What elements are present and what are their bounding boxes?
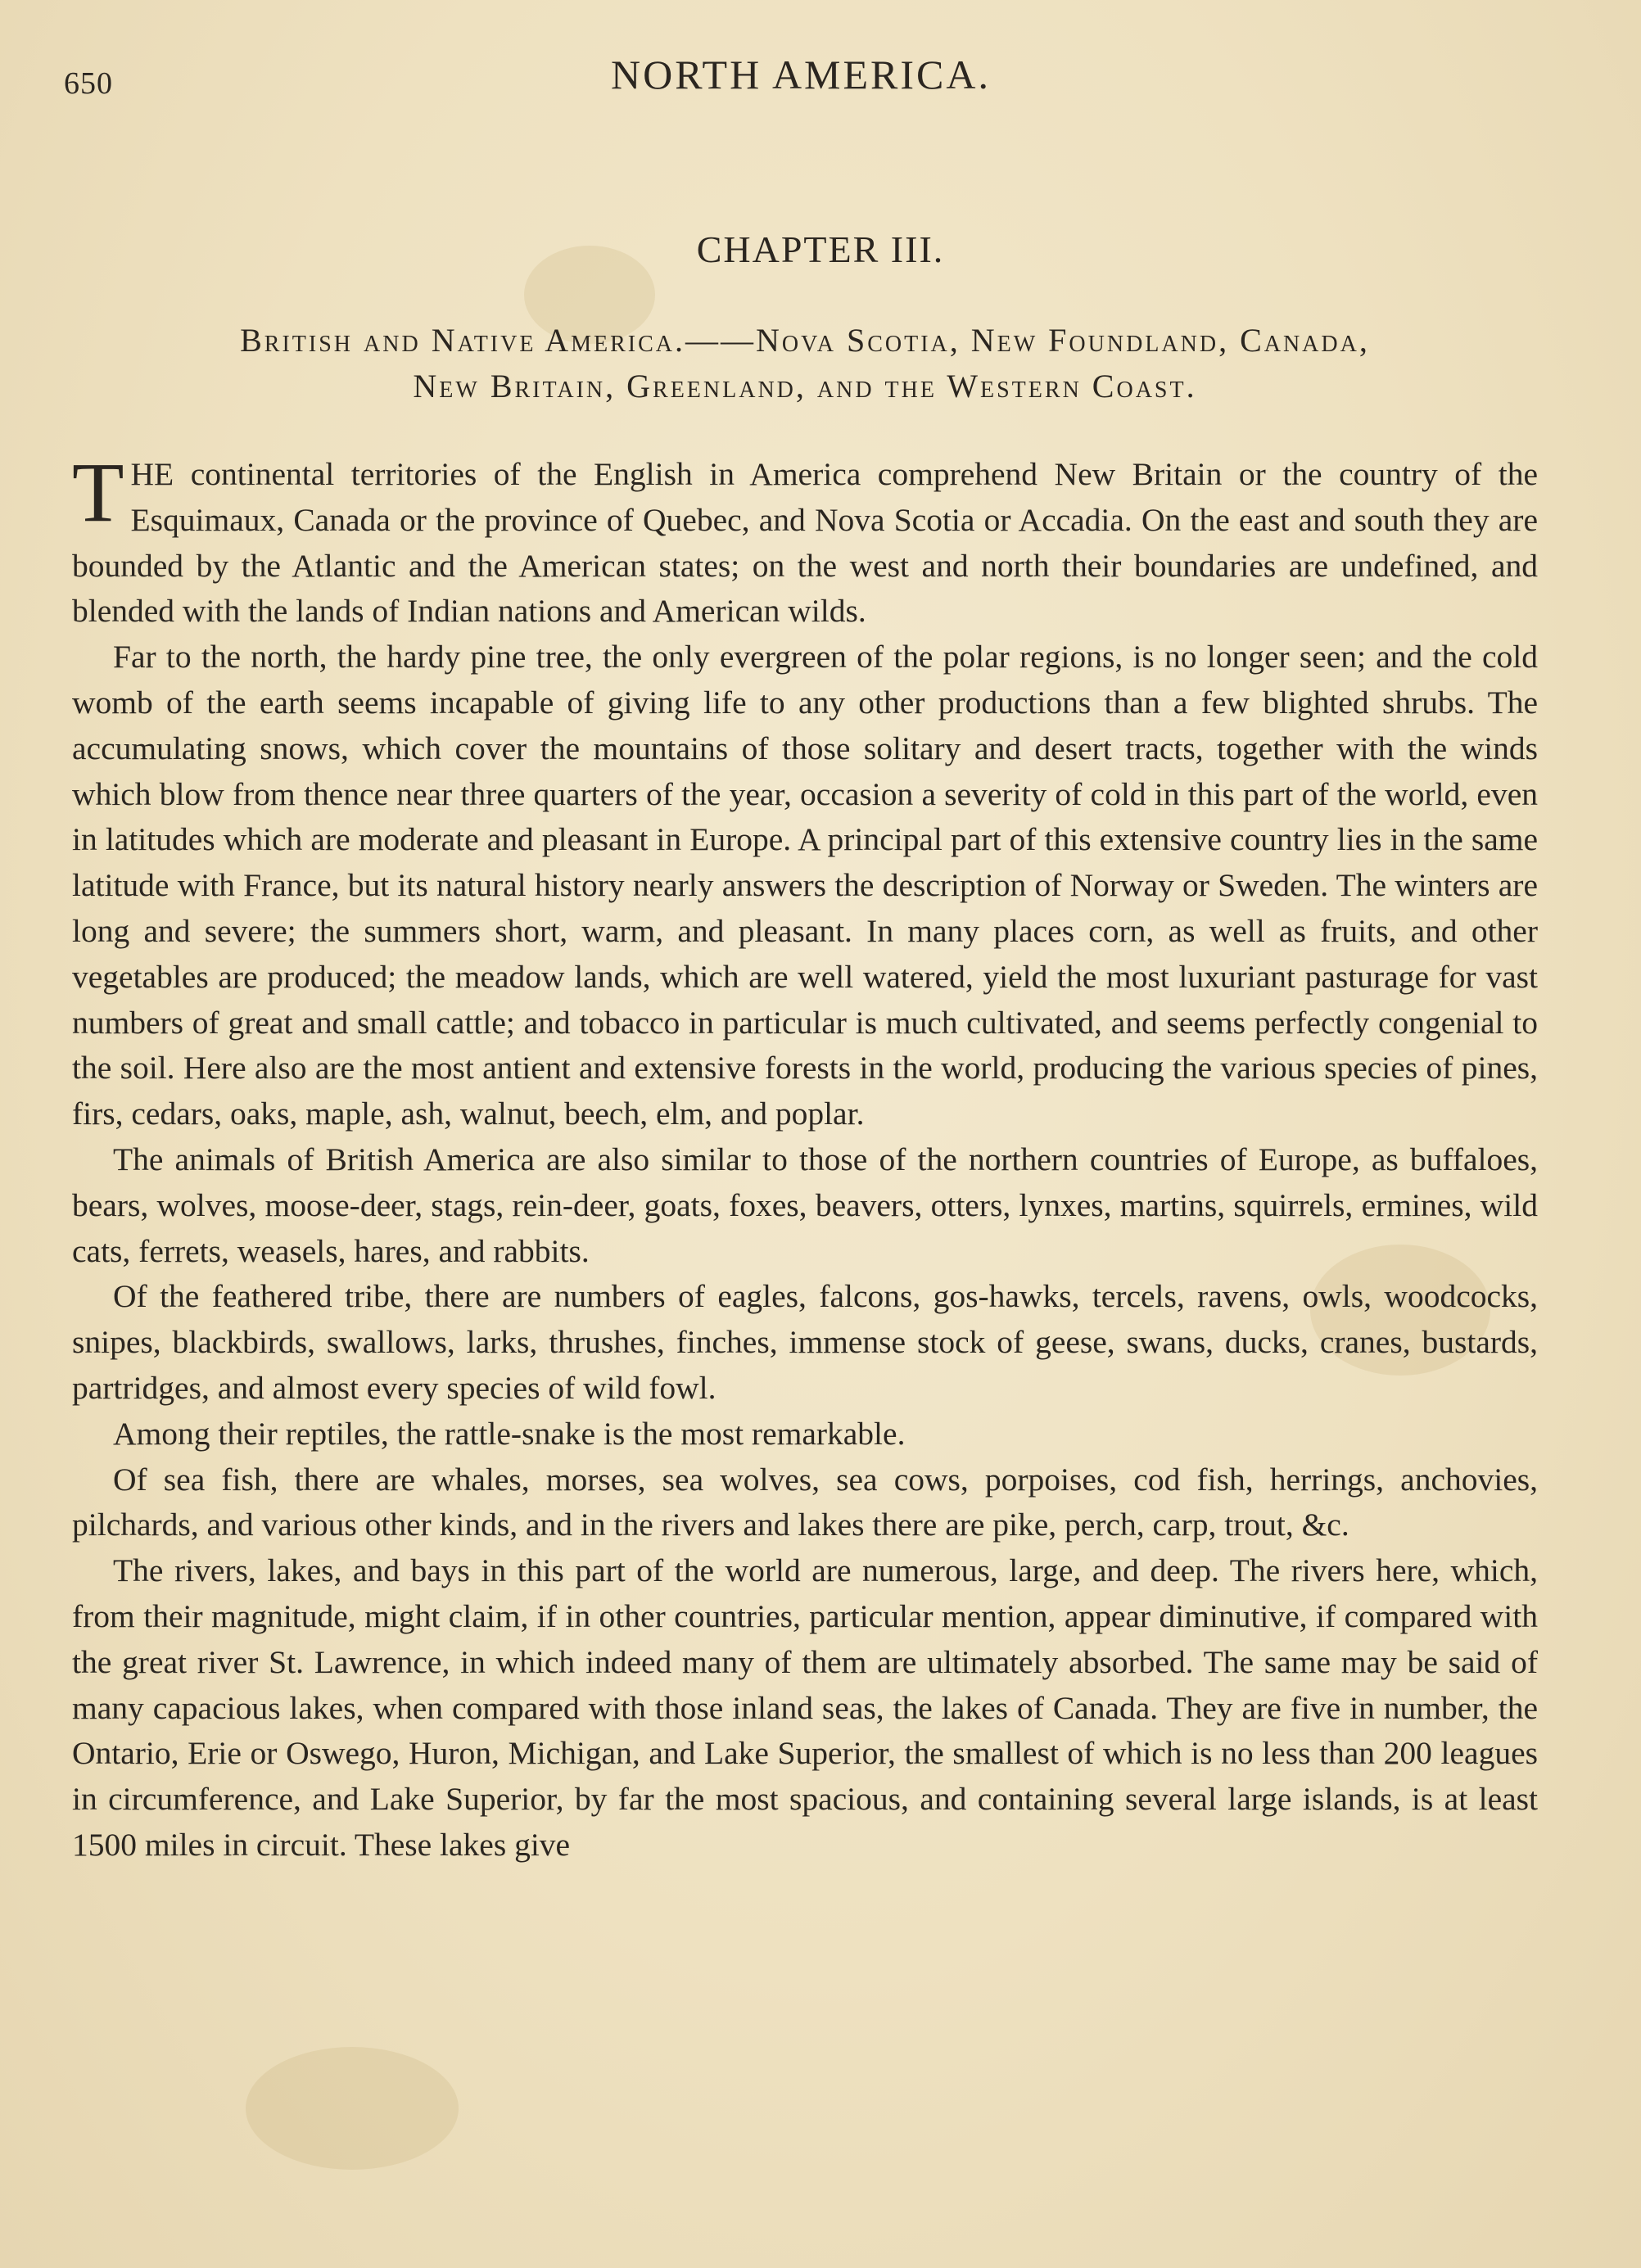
- page-number: 650: [64, 66, 113, 101]
- chapter-title: CHAPTER III.: [696, 228, 945, 270]
- paragraph-2: Far to the north, the hardy pine tree, the only evergreen of the polar regions, is no longer seen; and the cold womb of the earth seems incapable of giving life to any other productions than a few blighted shrubs. The accumulating snows, which cover the mountains of those solitary and desert tracts, together with the winds which blow from thence near three quarters of the year, occasion a severity of cold in this part of the world, even in latitudes which are moderate and pleasant in Europe. A principal part of this extensive country lies in the same latitude with France, but its natural history nearly answers the description of Norway or Sweden. The winters are long and severe; the summers short, warm, and pleasant. In many places corn, as well as fruits, and other vegetables are produced; the meadow lands, which are well watered, yield the most luxuriant pasturage for vast numbers of great and small cattle; and tobacco in particular is much cultivated, and seems perfectly congenial to the soil. Here also are the most antient and extensive forests in the world, producing the various species of pines, firs, cedars, oaks, maple, ash, walnut, beech, elm, and poplar.: [72, 639, 1538, 1132]
- subtitle-line-1: British and Native America.——Nova Scotia, New Foundland, Canada,: [240, 322, 1370, 359]
- paragraph-1-text: HE continental territories of the English in America comprehend New Britain or the country of the Esquimaux, Canada or the province of Quebec, and Nova Scotia or Accadia. On the east and south they are bounded by the Atlantic and the American states; on the west and north their boundaries are undefined, and blended with the lands of Indian nations and American wilds.: [72, 456, 1538, 630]
- paragraph-3: The animals of British America are also similar to those of the northern countries of Europe, as buffaloes, bears, wolves, moose-deer, stags, rein-deer, goats, foxes, beavers, otters, lynxes, martins, squirrels, ermines, wild cats, ferrets, weasels, hares, and rabbits.: [72, 1141, 1538, 1269]
- paragraph-1: [72, 445, 1538, 635]
- body-text: [72, 445, 1538, 1868]
- drop-cap: T: [72, 445, 124, 540]
- running-title: NORTH AMERICA.: [610, 52, 992, 97]
- paragraph-4: Of the feathered tribe, there are numbers of eagles, falcons, gos-hawks, tercels, ravens, owls, woodcocks, snipes, blackbirds, swallows, larks, thrushes, finches, immense stock of geese, swans, ducks, cranes, bustards, partridges, and almost every species of wild fowl.: [72, 1278, 1538, 1406]
- running-head: [64, 51, 1538, 108]
- chapter-subtitle: [72, 318, 1538, 409]
- paragraph-5: Among their reptiles, the rattle-snake is the most remarkable.: [113, 1415, 906, 1452]
- paper-stain: [246, 2047, 459, 2170]
- paragraph-6: Of sea fish, there are whales, morses, sea wolves, sea cows, porpoises, cod fish, herrings, anchovies, pilchards, and various other kinds, and in the rivers and lakes there are pike, perch, carp, trout, &c.: [72, 1461, 1538, 1543]
- paragraph-7: The rivers, lakes, and bays in this part of the world are numerous, large, and deep. The rivers here, which, from their magnitude, might claim, if in other countries, particular mention, appear diminutive, if compared with the great river St. Lawrence, in which indeed many of them are ultimately absorbed. The same may be said of many capacious lakes, when compared with those inland seas, the lakes of Canada. They are five in number, the Ontario, Erie or Oswego, Huron, Michigan, and Lake Superior, the smallest of which is no less than 200 leagues in circumference, and Lake Superior, by far the most spacious, and containing several large islands, is at least 1500 miles in circuit. These lakes give: [72, 1552, 1538, 1863]
- subtitle-line-2: New Britain, Greenland, and the Western Coast.: [413, 368, 1197, 404]
